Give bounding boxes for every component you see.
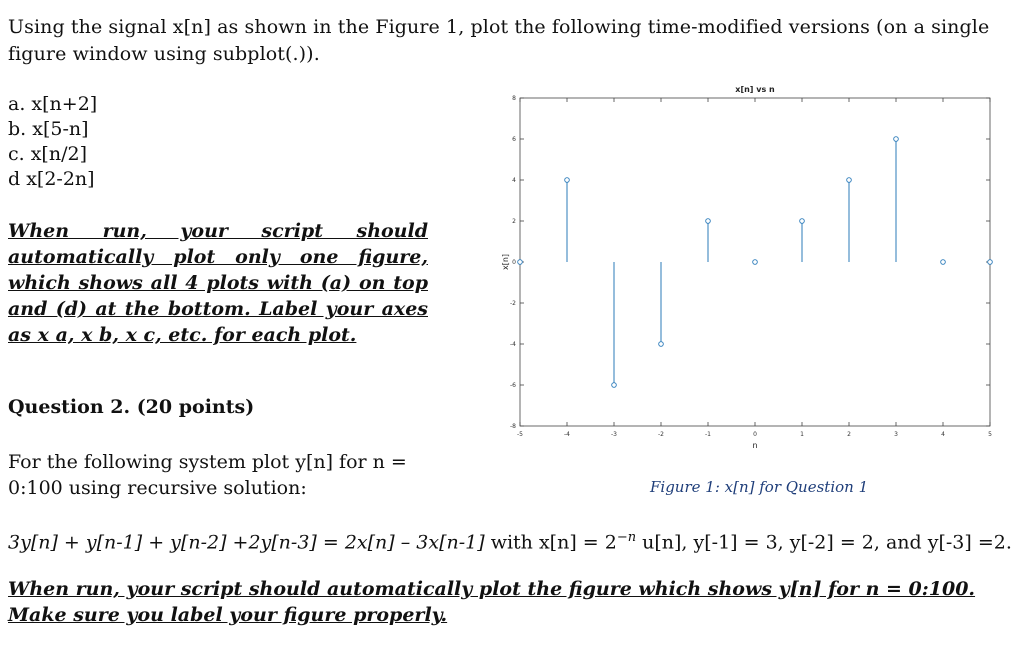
equation-difference: 3y[n] + y[n-1] + y[n-2] +2y[n-3] = 2x[n] – 3x[n-1] — [8, 531, 485, 554]
y-tick-label: -6 — [510, 382, 516, 389]
stem-chart — [470, 78, 1010, 458]
x-tick-label: 3 — [894, 431, 898, 438]
figure-caption: Figure 1: x[n] for Question 1 — [650, 478, 869, 496]
chart-title: x[n] vs n — [735, 85, 775, 94]
stem-marker — [847, 178, 852, 183]
x-tick-label: -2 — [658, 431, 664, 438]
part-c: c. x[n/2] — [8, 143, 87, 165]
y-tick-label: -4 — [510, 341, 516, 348]
y-tick-label: -2 — [510, 300, 516, 307]
y-tick-label: 0 — [512, 259, 516, 266]
x-tick-label: -3 — [611, 431, 617, 438]
chart-ylabel: x[n] — [501, 253, 510, 271]
y-tick-label: 6 — [512, 136, 516, 143]
y-tick-label: -8 — [510, 423, 516, 430]
stem-marker — [612, 383, 617, 388]
x-tick-label: 2 — [847, 431, 851, 438]
stem-marker — [565, 178, 570, 183]
question2-heading: Question 2. (20 points) — [8, 396, 255, 418]
x-tick-label: 1 — [800, 431, 804, 438]
stem-marker — [988, 260, 993, 265]
equation-line — [8, 524, 1018, 556]
y-tick-label: 2 — [512, 218, 516, 225]
chart-xlabel: n — [752, 441, 758, 450]
part-a: a. x[n+2] — [8, 93, 98, 115]
y-tick-label: 8 — [512, 95, 516, 102]
x-tick-label: 5 — [988, 431, 992, 438]
question1-intro: Using the signal x[n] as shown in the Figure 1, plot the following time-modified versions (on a single figure window using subplot(.)). — [8, 16, 990, 65]
part-b: b. x[5-n] — [8, 118, 89, 140]
x-tick-label: -4 — [564, 431, 570, 438]
equation-input: with x[n] = 2 — [484, 531, 617, 554]
stem-marker — [800, 219, 805, 224]
parts-list — [8, 92, 97, 192]
instruction-q1: When run, your script should automatically plot only one figure, which shows all 4 plots with (a) on top and (d) at the bottom. Label your axes as x a, x b, x c, etc. for each plot. — [8, 220, 428, 346]
part-d: d x[2-2n] — [8, 168, 95, 190]
stem-marker — [894, 137, 899, 142]
stem-marker — [706, 219, 711, 224]
stem-marker — [518, 260, 523, 265]
equation-initial-conditions: u[n], y[-1] = 3, y[-2] = 2, and y[-3] =2. — [636, 531, 1012, 554]
stem-marker — [941, 260, 946, 265]
y-tick-label: 4 — [512, 177, 516, 184]
x-tick-label: -1 — [705, 431, 711, 438]
equation-exponent: −n — [616, 530, 637, 545]
stem-marker — [659, 342, 664, 347]
instruction-q2: When run, your script should automatically plot the figure which shows y[n] for n = 0:100. Make sure you label your figure properly. — [8, 578, 976, 626]
stem-marker — [753, 260, 758, 265]
x-tick-label: 4 — [941, 431, 945, 438]
x-tick-label: -5 — [517, 431, 523, 438]
question2-text: For the following system plot y[n] for n = 0:100 using recursive solution: — [8, 451, 407, 499]
x-tick-label: 0 — [753, 431, 757, 438]
